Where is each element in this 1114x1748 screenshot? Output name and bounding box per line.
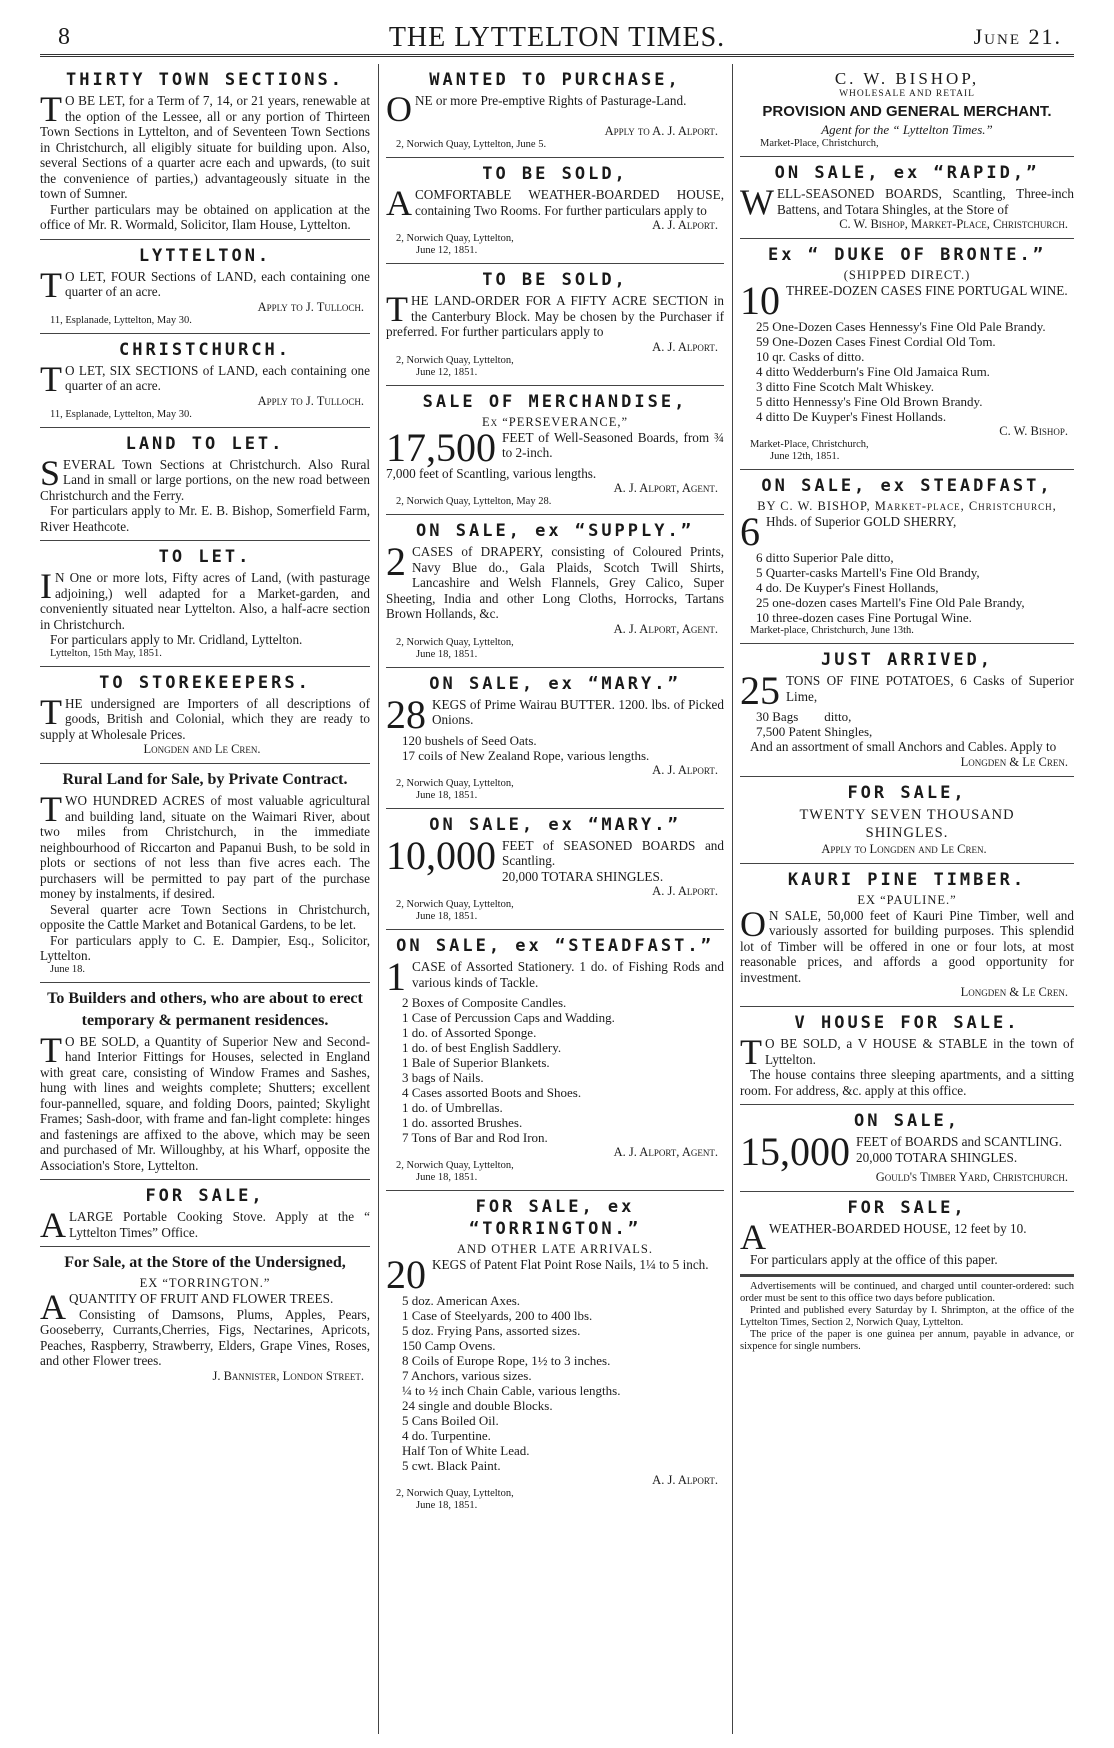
column-rule [732, 64, 733, 1734]
ad-v-house-for-sale [740, 1007, 1074, 1105]
ad-body: Consisting of Damsons, Plums, Apples, Pears, Gooseberry, Currants,Cherries, Figs, Nectarines, Apricots, Peaches, Raspberry, Strawberry, Elders, Grape Vines, Roses, and other Flower trees. [40, 1306, 370, 1368]
ad-body: And an assortment of small Anchors and Cables. Apply to [750, 739, 1057, 754]
list-item: 30 Bags ditto, [756, 709, 852, 724]
ad-body: 7,000 feet of Scantling, various lengths. [386, 465, 597, 481]
ad-body: For particulars apply to C. E. Dampier, Esq., Solicitor, Lyttelton. [40, 932, 370, 963]
list-item: 3 ditto Fine Scotch Malt Whiskey. [756, 379, 935, 394]
ad-heading: FOR SALE, [847, 1198, 967, 1218]
ad-body: For particulars apply at the office of this paper. [750, 1252, 998, 1267]
list-item: 4 ditto De Kuyper's Finest Hollands. [756, 409, 947, 424]
list-item: 1 do. of best English Saddlery. [402, 1040, 562, 1055]
ad-body: For particulars apply to Mr. Cridland, Lyttelton. [50, 632, 303, 647]
ad-body: Hhds. of Superior GOLD SHERRY, [766, 514, 957, 529]
ad-heading: TO STOREKEEPERS. [99, 672, 311, 693]
merchant-name: C. W. BISHOP, [834, 69, 980, 88]
ad-body: The house contains three sleeping apartments, and a sitting room. For address, &c. apply at this office. [740, 1067, 1074, 1098]
ad-heading: Ex “ DUKE OF BRONTE.” [768, 245, 1046, 265]
ad-subheading: AND OTHER LATE ARRIVALS. [457, 1242, 653, 1256]
list-item: 7 Anchors, various sizes. [402, 1368, 532, 1383]
ad-thirty-town-sections [40, 64, 370, 240]
ad-weather-boarded-house [740, 1192, 1074, 1275]
ad-for-sale-torrington [386, 1191, 724, 1518]
ad-address: 2, Norwich Quay, Lyttelton, [396, 777, 514, 789]
ad-quantity: 28 [386, 691, 426, 737]
list-item: 7,500 Patent Shingles, [756, 724, 873, 739]
ad-subheading: BY C. W. BISHOP, Market-place, Christchurch, [757, 499, 1057, 513]
ad-signature: A. J. Alport, Agent. [613, 1145, 718, 1159]
ad-heading: KAURI PINE TIMBER. [787, 869, 1027, 890]
ad-quantity: 1 [386, 954, 406, 999]
ad-signature: A. J. Alport, Agent. [613, 621, 718, 636]
ad-address: 2, Norwich Quay, Lyttelton, [396, 1160, 514, 1171]
list-item: 4 do. Turpentine. [402, 1428, 491, 1443]
ad-date: June 18, 1851. [416, 789, 478, 801]
ad-body: AWEATHER-BOARDED HOUSE, 12 feet by 10. [740, 1217, 1027, 1257]
ad-address: 11, Esplanade, Lyttelton, May 30. [50, 408, 192, 420]
ad-quantity: 10 [740, 278, 780, 323]
ad-address: 2, Norwich Quay, Lyttelton, [396, 636, 514, 648]
ad-heading: ON SALE, [854, 1111, 960, 1131]
ad-signature: Apply to A. J. Alport. [604, 124, 718, 138]
ad-signature: J. Bannister, London Street. [212, 1368, 364, 1383]
ad-signature: Apply to Longden and Le Cren. [821, 841, 987, 856]
list-item: 120 bushels of Seed Oats. [402, 732, 537, 748]
ad-body: Several quarter acre Town Sections in Christchurch, opposite the Cattle Market and Botanical Gardens, to be let. [40, 901, 370, 932]
ad-body: CASES of DRAPERY, consisting of Coloured Prints, Navy Blue do., Gala Plaids, Scotch Twill Shirts, Lancashire and Welsh Flannels, Grey Calico, Super Sheeting, India and other Long Cloths, Horrocks, Tartans Brown Hollands, &c. [386, 544, 724, 621]
list-item: 5 doz. Frying Pans, assorted sizes. [402, 1323, 581, 1338]
ad-address: 2, Norwich Quay, Lyttelton, June 5. [396, 139, 547, 150]
ad-heading: FOR SALE, [847, 782, 967, 803]
ad-body: TWENTY SEVEN THOUSAND SHINGLES. [799, 806, 1015, 841]
ad-date: June 18, 1851. [416, 1172, 478, 1183]
ad-heading: ON SALE, ex “SUPPLY.” [416, 521, 694, 541]
ad-subheading: EX “PAULINE.” [857, 892, 957, 907]
ad-address: Market-Place, Christchurch, [750, 439, 869, 450]
ad-subheading: Ex “PERSEVERANCE,” [481, 414, 629, 429]
ad-kauri-pine-timber [740, 864, 1074, 1008]
ad-on-sale-supply [386, 515, 724, 668]
ad-signature: A. J. Alport. [652, 884, 718, 898]
ad-quantity: 17,500 [386, 424, 496, 470]
notice-paragraph: The price of the paper is one guinea per annum, payable in advance, or sixpence for single numbers. [740, 1328, 1074, 1352]
ad-heading: ON SALE, ex “RAPID,” [774, 163, 1040, 183]
ad-body: KEGS of Prime Wairau BUTTER. 1200. lbs. of Picked Onions. [432, 696, 724, 727]
ad-rural-land [40, 764, 370, 983]
ad-body: IN One or more lots, Fifty acres of Land, (with pasturage adjoining,) well adapted for a Market-garden, and conveniently situated near Lyttelton. Also, a half-acre section in Christchurch. [40, 566, 370, 632]
ad-signature: Longden & Le Cren. [960, 985, 1068, 999]
ad-body: ON SALE, 50,000 feet of Kauri Pine Timber, well and variously assorted for building purposes. This splendid lot of Timber will be offered in one or four lots, at most reasonable prices, and affords a good opportunity for investment. [740, 903, 1074, 985]
ad-lyttelton [40, 240, 370, 334]
ad-heading: FOR SALE, [145, 1186, 265, 1206]
ad-heading: LYTTELTON. [138, 245, 272, 266]
list-item: 6 ditto Superior Pale ditto, [756, 550, 894, 565]
ad-quantity: 10,000 [386, 832, 496, 878]
ad-body: SEVERAL Town Sections at Christchurch. Also Rural Land in small or large portions, on the new road between Christchurch and the Ferry. [40, 452, 370, 503]
ad-wanted-to-purchase [386, 64, 724, 158]
ad-body: Further particulars may be obtained on application at the office of Mr. R. Wormald, Solicitor, Ilam House, Lyttelton. [40, 201, 370, 232]
ad-to-let [40, 541, 370, 667]
newspaper-title: THE LYTTELTON TIMES. [388, 22, 726, 53]
ad-signature: Longden & Le Cren. [960, 754, 1068, 769]
ad-subheading: (SHIPPED DIRECT.) [843, 268, 971, 282]
ad-subheading: EX “TORRINGTON.” [139, 1276, 271, 1290]
ad-heading: TO BE SOLD, [482, 270, 628, 290]
publication-notice [740, 1275, 1074, 1359]
ad-duke-of-bronte [740, 239, 1074, 470]
list-item: 10 qr. Casks of ditto. [756, 349, 865, 364]
ad-address: Market-Place, Christchurch, [760, 138, 879, 149]
ad-body: THE undersigned are Importers of all descriptions of goods, British and Colonial, which they are ready to supply at Wholesale Prices. [40, 691, 370, 742]
list-item: 1 do. of Assorted Sponge. [402, 1025, 537, 1040]
notice-paragraph: Advertisements will be continued, and charged until counter-ordered: such order must be sent to this office two days before publication. [740, 1280, 1074, 1304]
ad-heading: Rural Land for Sale, by Private Contract. [62, 771, 348, 788]
ad-heading: FOR SALE, ex “TORRINGTON.” [468, 1197, 642, 1239]
ad-date: June 12th, 1851. [770, 451, 840, 462]
merchant-description: PROVISION AND GENERAL MERCHANT. [762, 103, 1052, 120]
list-item: 5 doz. American Axes. [402, 1293, 521, 1308]
ad-on-sale-mary-butter [386, 668, 724, 809]
list-item: 5 Quarter-casks Martell's Fine Old Brandy, [756, 565, 980, 580]
ad-address: 2, Norwich Quay, Lyttelton, [396, 233, 514, 244]
notice-paragraph: Printed and published every Saturday by I. Shrimpton, at the office of the Lyttelton Times, Section 2, Norwich Quay, Lyttelton. [740, 1304, 1074, 1328]
merchant-trade: WHOLESALE AND RETAIL [839, 89, 975, 99]
ad-body: TWO HUNDRED ACRES of most valuable agricultural and building land, situate on the Waimari River, about two miles from Christchurch, in the immediate neighbourhood of Riccarton and Papanui Bush, to be sold in plots or sections of not less than five acres each. The purchasers will be permitted to pay part of the purchase money by instalments, if desired. [40, 789, 370, 901]
ad-item-list [386, 995, 724, 1145]
list-item: 2 Boxes of Composite Candles. [402, 995, 567, 1010]
ad-fruit-trees [40, 1247, 370, 1390]
ad-to-builders [40, 983, 370, 1181]
ad-body: TO BE SOLD, a Quantity of Superior New and Second-hand Interior Fittings for Houses, selected in England with great care, consisting of Window Frames and Sashes, hung with lines and weights complete; Shutters; excellent four-pannelled, square, and folding Doors, painted; Skylight Frames; Sash-door, with frame and fan-light complete: hinges and fastenings are affixed to the above, which may be seen and purchased of Mr. Willoughby, at his Wharf, opposite the Association's Store, Lyttelton. [40, 1029, 370, 1173]
ad-signature: Apply to J. Tulloch. [257, 393, 364, 408]
column-rule [378, 64, 379, 1734]
ad-heading: SALE OF MERCHANDISE, [422, 391, 688, 412]
list-item: 5 ditto Hennessy's Fine Old Brown Brandy. [756, 394, 983, 409]
ad-heading: ON SALE, ex “MARY.” [429, 673, 681, 694]
merchant-agency: Agent for the “ Lyttelton Times.” [821, 122, 993, 137]
ad-address: 2, Norwich Quay, Lyttelton, [396, 354, 514, 366]
list-item: 24 single and double Blocks. [402, 1398, 553, 1413]
ad-body: ALARGE Portable Cooking Stove. Apply at the “ Lyttelton Times” Office. [40, 1205, 370, 1245]
list-item: 25 one-dozen cases Martell's Fine Old Pale Brandy, [756, 595, 1025, 610]
ad-signature: A. J. Alport. [652, 762, 718, 777]
list-item: 5 cwt. Black Paint. [402, 1458, 501, 1473]
ad-body: KEGS of Patent Flat Point Rose Nails, 1¼ to 5 inch. [432, 1257, 709, 1272]
ad-item-list [740, 550, 1074, 625]
ad-body: TONS OF FINE POTATOES, 6 Casks of Superior Lime, [786, 673, 1074, 704]
ad-on-sale-steadfast [386, 930, 724, 1191]
list-item: 3 bags of Nails. [402, 1070, 484, 1085]
ad-address: 11, Esplanade, Lyttelton, May 30. [50, 314, 192, 326]
ad-date: June 18, 1851. [416, 648, 478, 660]
ad-item-list [740, 319, 1074, 424]
ad-heading: LAND TO LET. [125, 433, 285, 454]
column-2 [386, 64, 724, 1734]
ad-address: 2, Norwich Quay, Lyttelton, [396, 899, 514, 910]
issue-date: June 21. [973, 24, 1062, 49]
list-item: 1 do. of Umbrellas. [402, 1100, 503, 1115]
ad-quantity: 20 [386, 1252, 426, 1297]
ad-signature: A. J. Alport, Agent. [613, 481, 718, 495]
ad-item-list [386, 733, 724, 763]
columns [40, 64, 1074, 1734]
list-item: 7 Tons of Bar and Rod Iron. [402, 1130, 548, 1145]
ad-body: AQUANTITY OF FRUIT AND FLOWER TREES. [40, 1287, 334, 1327]
list-item: 4 ditto Wedderburn's Fine Old Jamaica Rum. [756, 364, 990, 379]
ad-for-sale-shingles [740, 777, 1074, 864]
ad-sale-of-merchandise [386, 386, 724, 516]
ad-body: 20,000 TOTARA SHINGLES. [856, 1149, 1018, 1165]
ad-quantity: 6 [740, 509, 760, 554]
ad-date: June 18, 1851. [416, 1500, 478, 1511]
ad-body: FEET of BOARDS and SCANTLING. [856, 1134, 1062, 1149]
ad-body: THREE-DOZEN CASES FINE PORTUGAL WINE. [786, 283, 1068, 298]
list-item: 1 Case of Steelyards, 200 to 400 lbs. [402, 1308, 593, 1323]
list-item: Half Ton of White Lead. [402, 1443, 530, 1458]
ad-address: 2, Norwich Quay, Lyttelton, May 28. [396, 496, 552, 507]
masthead [40, 18, 1074, 57]
list-item: 150 Camp Ovens. [402, 1338, 496, 1353]
list-item: 10 three-dozen cases Fine Portugal Wine. [756, 610, 972, 625]
ad-heading: To Builders and others, who are about to erect temporary & permanent residences. [47, 989, 363, 1029]
ad-item-list [740, 709, 1074, 739]
ad-land-to-let [40, 428, 370, 542]
ad-body: FEET of SEASONED BOARDS and Scantling. [502, 837, 724, 868]
ad-on-sale-mary-boards [386, 809, 724, 931]
ad-date: June 18, 1851. [416, 911, 478, 922]
ad-body: ONE or more Pre-emptive Rights of Pasturage-Land. [386, 89, 687, 129]
ad-address: June 18. [50, 963, 85, 975]
list-item: 17 coils of New Zealand Rope, various lengths. [402, 747, 650, 763]
ad-body: TO BE LET, for a Term of 7, 14, or 21 years, renewable at the option of the Lessee, all or any portion of Thirteen Town Sections in Lyttelton, and of Seventeen Town Sections in Christchurch, all eligibly situate for building upon. Also, several Sections of a quarter acre each and upwards, (to suit the convenience of parties,) advantageously situate in the town of Sumner. [40, 89, 370, 201]
ad-body: THE LAND-ORDER FOR A FIFTY ACRE SECTION in the Canterbury Block. May be chosen by the Purchaser if preferred. For further particulars apply to [386, 289, 724, 339]
ad-signature: A. J. Alport. [652, 218, 718, 232]
ad-body: FEET of Well-Seasoned Boards, from ¾ to 2-inch. [502, 429, 724, 460]
ad-date: June 12, 1851. [416, 245, 478, 256]
ad-just-arrived [740, 644, 1074, 777]
ad-on-sale-boards [740, 1105, 1074, 1192]
ad-quantity: 25 [740, 668, 780, 713]
ad-address: Market-place, Christchurch, June 13th. [750, 625, 914, 636]
ad-signature: A. J. Alport. [652, 339, 718, 354]
ad-heading: WANTED TO PURCHASE, [429, 70, 681, 90]
list-item: 1 Bale of Superior Blankets. [402, 1055, 550, 1070]
ad-on-sale-rapid [740, 157, 1074, 239]
ad-signature: Gould's Timber Yard, Christchurch. [875, 1170, 1068, 1184]
ad-christchurch [40, 334, 370, 428]
ad-body: WELL-SEASONED BOARDS, Scantling, Three-inch Battens, and Totara Shingles, at the Store of [740, 182, 1074, 222]
ad-heading: ON SALE, ex “STEADFAST.” [396, 936, 714, 956]
ad-body: TO BE SOLD, a V HOUSE & STABLE in the town of Lyttelton. [740, 1032, 1074, 1072]
ad-heading: CHRISTCHURCH. [118, 339, 292, 360]
ad-heading: THIRTY TOWN SECTIONS. [66, 70, 344, 90]
ad-quantity: 15,000 [740, 1129, 850, 1174]
ad-signature: C. W. Bishop. [999, 424, 1068, 438]
ad-to-be-sold-house [386, 158, 724, 264]
ad-cw-bishop [740, 64, 1074, 157]
ad-address: Lyttelton, 15th May, 1851. [50, 647, 162, 659]
list-item: 1 do. assorted Brushes. [402, 1115, 523, 1130]
ad-heading: ON SALE, ex STEADFAST, [761, 476, 1053, 496]
ad-signature: Longden and Le Cren. [143, 742, 261, 756]
ad-item-list [386, 1293, 724, 1473]
ad-heading: JUST ARRIVED, [820, 650, 994, 670]
ad-body: ACOMFORTABLE WEATHER-BOARDED HOUSE, containing Two Rooms. For further particulars apply to [386, 183, 724, 223]
ad-body: TO LET, FOUR Sections of LAND, each containing one quarter of an acre. [40, 264, 370, 305]
ad-heading: V HOUSE FOR SALE. [794, 1013, 1020, 1033]
ad-cooking-stove [40, 1180, 370, 1247]
ad-heading: TO BE SOLD, [482, 164, 628, 184]
list-item: 4 Cases assorted Boots and Shoes. [402, 1085, 582, 1100]
ad-signature: A. J. Alport. [652, 1473, 718, 1487]
ad-body: 20,000 TOTARA SHINGLES. [502, 868, 664, 884]
ad-on-sale-steadfast-bishop [740, 470, 1074, 644]
list-item: 59 One-Dozen Cases Finest Cordial Old Tom. [756, 334, 996, 349]
ad-to-be-sold-land-order [386, 264, 724, 386]
ad-signature: Apply to J. Tulloch. [257, 299, 364, 314]
ad-date: June 12, 1851. [416, 366, 478, 378]
list-item: 1 Case of Percussion Caps and Wadding. [402, 1010, 615, 1025]
ad-heading: ON SALE, ex “MARY.” [429, 814, 681, 835]
ad-quantity: 2 [386, 539, 406, 584]
list-item: ¼ to ½ inch Chain Cable, various lengths. [402, 1383, 621, 1398]
ad-signature: C. W. Bishop, Market-Place, Christchurch. [839, 217, 1068, 231]
ad-heading: TO LET. [158, 547, 252, 567]
ad-body: CASE of Assorted Stationery. 1 do. of Fishing Rods and various kinds of Tackle. [412, 959, 724, 990]
page-number: 8 [58, 24, 70, 50]
column-3 [740, 64, 1074, 1734]
list-item: 5 Cans Boiled Oil. [402, 1413, 499, 1428]
list-item: 8 Coils of Europe Rope, 1½ to 3 inches. [402, 1353, 611, 1368]
ad-heading: For Sale, at the Store of the Undersigned, [64, 1254, 346, 1271]
ad-body: For particulars apply to Mr. E. B. Bishop, Somerfield Farm, River Heathcote. [40, 503, 370, 534]
ad-body: TO LET, SIX SECTIONS of LAND, each containing one quarter of an acre. [40, 358, 370, 399]
ad-to-storekeepers [40, 667, 370, 765]
column-1 [40, 64, 370, 1734]
ad-address: 2, Norwich Quay, Lyttelton, [396, 1488, 514, 1499]
list-item: 4 do. De Kuyper's Finest Hollands, [756, 580, 939, 595]
list-item: 25 One-Dozen Cases Hennessy's Fine Old Pale Brandy. [756, 319, 1046, 334]
